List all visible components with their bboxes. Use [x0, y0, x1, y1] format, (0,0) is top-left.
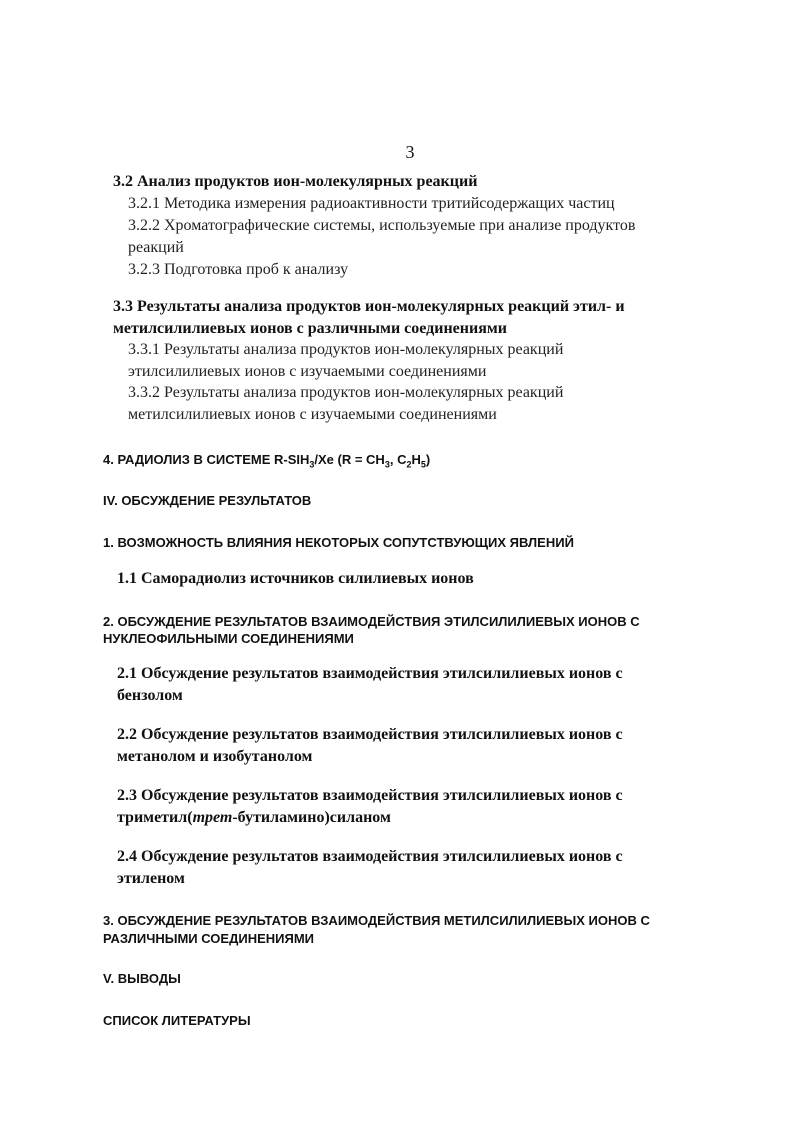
- toc-title-line1: 2.1 Обсуждение результатов взаимодействия этилсилилиевых ионов с: [117, 665, 623, 682]
- toc-title-line1: 2.3 Обсуждение результатов взаимодействия этилсилилиевых ионов с: [117, 787, 623, 804]
- toc-title-line2: метанолом и изобутанолом: [117, 748, 313, 765]
- toc-title-line2: бензолом: [117, 687, 183, 704]
- toc-title-line1: 3.2.2 Хроматографические системы, используемые при анализе продуктов: [128, 217, 636, 234]
- toc-title: 3.2.3 Подготовка проб к анализу: [128, 261, 349, 278]
- toc-title-line1: 2.2 Обсуждение результатов взаимодействия этилсилилиевых ионов с: [117, 726, 623, 743]
- toc-title: IV. ОБСУЖДЕНИЕ РЕЗУЛЬТАТОВ: [103, 493, 312, 508]
- toc-title-line1: 3.3 Результаты анализа продуктов ион-молекулярных реакций этил- и: [113, 298, 625, 315]
- toc-title-line1: 3.3.2 Результаты анализа продуктов ион-молекулярных реакций: [128, 384, 564, 401]
- toc-title-line1: 2.4 Обсуждение результатов взаимодействия этилсилилиевых ионов с: [117, 848, 623, 865]
- toc-title: 4. РАДИОЛИЗ В СИСТЕМЕ $R-SIH_3/Xe$ ($R = CH_3$, $C_2H_5$): [103, 452, 431, 470]
- toc-title-line1: 3. ОБСУЖДЕНИЕ РЕЗУЛЬТАТОВ ВЗАИМОДЕЙСТВИЯ МЕТИЛСИЛИЛИЕВЫХ ИОНОВ С: [103, 913, 650, 928]
- toc-title: 1. ВОЗМОЖНОСТЬ ВЛИЯНИЯ НЕКОТОРЫХ СОПУТСТВУЮЩИХ ЯВЛЕНИЙ: [103, 535, 574, 550]
- toc-title: 3.2 Анализ продуктов ион-молекулярных реакций: [113, 173, 478, 190]
- page-number: 3: [405, 142, 415, 162]
- toc-title-line2: триметил(трет-бутиламино)силаном: [117, 809, 391, 826]
- toc-title-line2: этилсилилиевых ионов с изучаемыми соединениями: [128, 363, 487, 380]
- toc-title: СПИСОК ЛИТЕРАТУРЫ: [103, 1013, 251, 1028]
- toc-title-line2: реакций: [128, 239, 184, 256]
- toc-title-line2: метилсилилиевых ионов с различными соединениями: [113, 320, 507, 337]
- toc-title-line2: НУКЛЕОФИЛЬНЫМИ СОЕДИНЕНИЯМИ: [103, 631, 354, 646]
- toc-title-line1: 3.3.1 Результаты анализа продуктов ион-молекулярных реакций: [128, 341, 564, 358]
- toc-title: 3.2.1 Методика измерения радиоактивности тритийсодержащих частиц: [128, 195, 615, 212]
- toc-title-line1: 2. ОБСУЖДЕНИЕ РЕЗУЛЬТАТОВ ВЗАИМОДЕЙСТВИЯ ЭТИЛСИЛИЛИЕВЫХ ИОНОВ С: [103, 614, 640, 629]
- toc-title-line2: метилсилилиевых ионов с изучаемыми соединениями: [128, 406, 497, 423]
- toc-title: V. ВЫВОДЫ: [103, 971, 181, 986]
- toc-title: 1.1 Саморадиолиз источников силилиевых ионов: [117, 570, 474, 587]
- toc-title-line2: этиленом: [117, 870, 185, 887]
- toc-title-line2: РАЗЛИЧНЫМИ СОЕДИНЕНИЯМИ: [103, 931, 314, 946]
